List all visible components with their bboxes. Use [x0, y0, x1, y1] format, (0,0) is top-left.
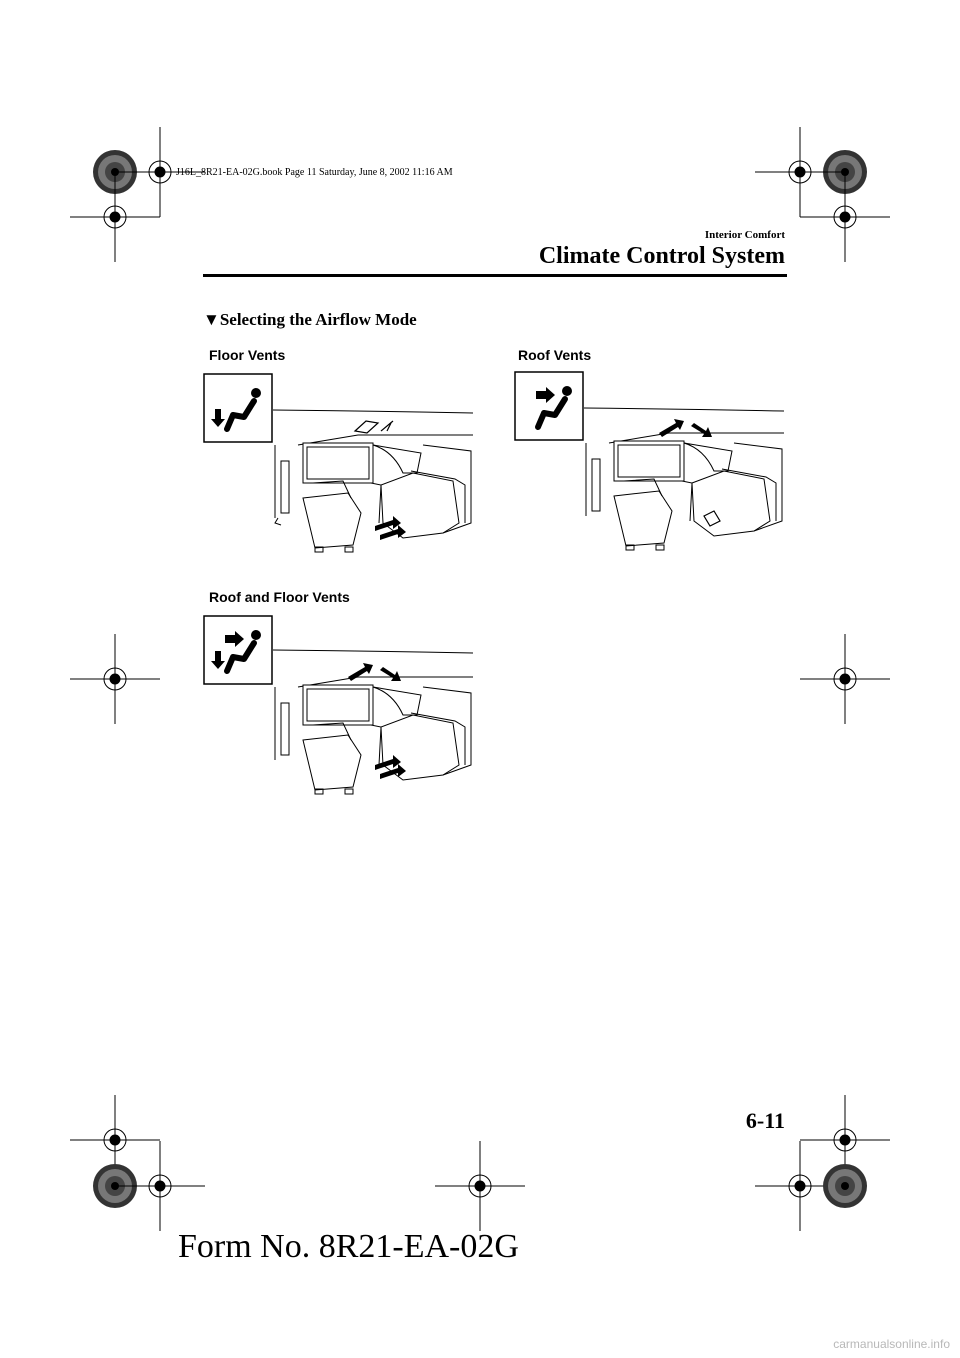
section-title: Interior Comfort	[704, 229, 785, 241]
figure-caption-roof-vents: Roof Vents	[518, 347, 592, 363]
chapter-title: Climate Control System	[538, 243, 785, 269]
header-rule	[203, 274, 787, 277]
roof-and-floor-vents-figure	[203, 615, 478, 800]
floor-vents-icon	[204, 374, 272, 442]
roof-vents-figure	[514, 371, 789, 556]
subheading: ▼Selecting the Airflow Mode	[203, 310, 417, 329]
form-number: Form No. 8R21-EA-02G	[178, 1228, 519, 1265]
watermark: carmanualsonline.info	[833, 1337, 950, 1351]
figure-caption-roof-and-floor-vents: Roof and Floor Vents	[209, 589, 350, 605]
roof-and-floor-vents-icon	[204, 616, 272, 684]
book-file-header: J16L_8R21-EA-02G.book Page 11 Saturday, June 8, 2002 11:16 AM	[176, 167, 453, 178]
floor-vents-figure	[203, 373, 478, 558]
figure-caption-floor-vents: Floor Vents	[209, 347, 286, 363]
roof-vents-icon	[515, 372, 583, 440]
page-number: 6-11	[745, 1108, 785, 1133]
